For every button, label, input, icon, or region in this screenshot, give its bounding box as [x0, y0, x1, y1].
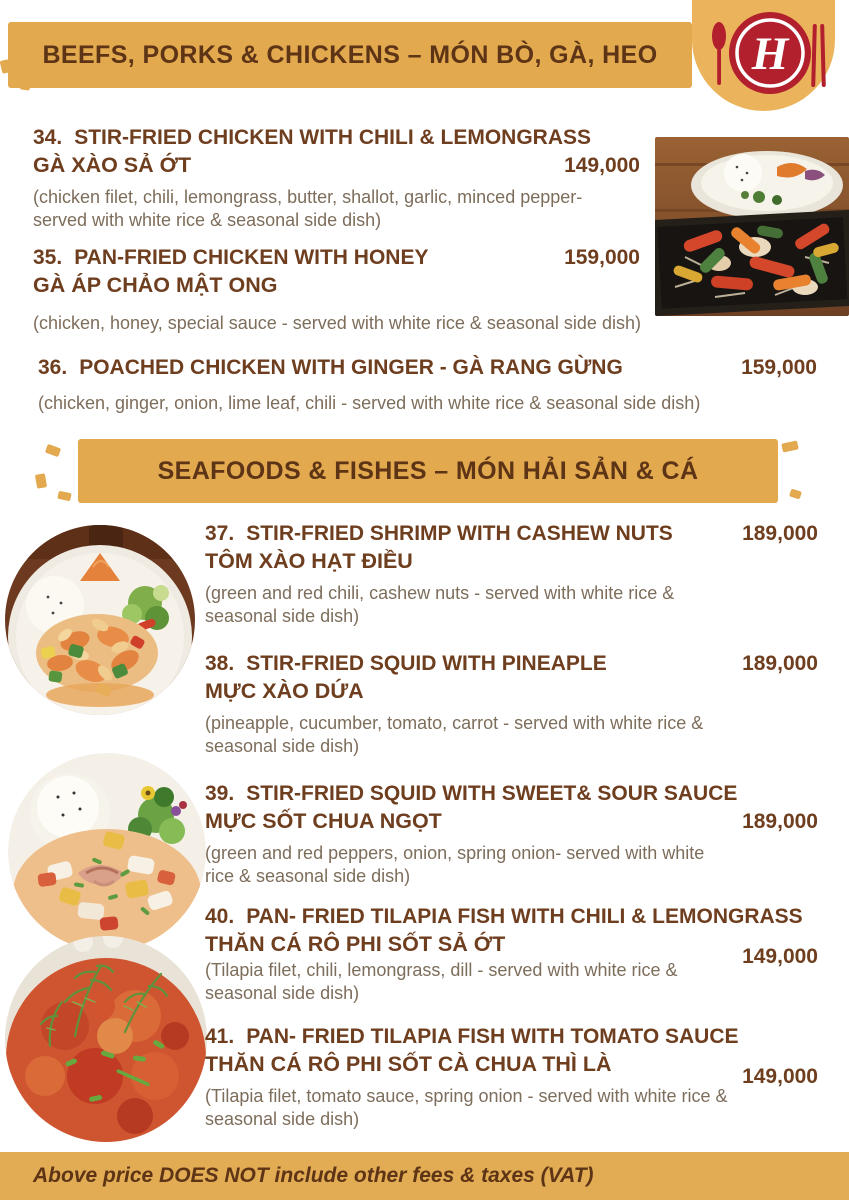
description-line: (chicken, ginger, onion, lime leaf, chili - served with white rice & seasonal side dish) [38, 393, 701, 413]
item-name-vi: GÀ XÀO SẢ ỚT [33, 153, 192, 177]
item-name-en [205, 1025, 739, 1049]
item-name-en [205, 522, 673, 546]
section-banner-meats [8, 22, 692, 88]
item-number: 36. [38, 356, 68, 379]
menu-item [205, 905, 818, 1005]
brush-speck [781, 440, 799, 452]
brush-speck [45, 444, 61, 457]
restaurant-logo [692, 0, 835, 111]
item-price: 149,000 [742, 945, 818, 968]
item-name-vi: TÔM XÀO HẠT ĐIỀU [205, 549, 413, 573]
description-line: (chicken filet, chili, lemongrass, butter, shallot, garlic, minced pepper- [33, 187, 583, 207]
brush-speck [35, 473, 47, 489]
description-line: rice & seasonal side dish) [205, 866, 411, 886]
item-name-text: STIR-FRIED SQUID WITH PINEAPLE [246, 652, 607, 675]
description-line: seasonal side dish) [205, 983, 360, 1003]
item-price: 159,000 [564, 246, 640, 269]
item-description [38, 392, 817, 415]
item-name-text: STIR-FRIED SHRIMP WITH CASHEW NUTS [246, 522, 673, 545]
section-title-meats: BEEFS, PORKS & CHICKENS – MÓN BÒ, GÀ, HEO [42, 40, 658, 69]
brush-speck [789, 488, 802, 499]
description-line: (chicken, honey, special sauce - served with white rice & seasonal side dish) [33, 313, 641, 333]
item-description [205, 1085, 818, 1131]
item-description [205, 842, 818, 888]
menu-item [205, 1025, 818, 1131]
item-name-text: POACHED CHICKEN WITH GINGER - GÀ RANG GỪNG [79, 356, 623, 379]
section-title-seafood: SEAFOODS & FISHES – MÓN HẢI SẢN & CÁ [157, 456, 699, 485]
item-price: 159,000 [741, 356, 817, 379]
item-name-text: PAN- FRIED TILAPIA FISH WITH TOMATO SAUCE [246, 1025, 739, 1048]
menu-item [38, 356, 817, 415]
item-number: 40. [205, 905, 235, 928]
menu-item [33, 246, 640, 335]
brush-speck [57, 491, 71, 502]
description-line: (Tilapia filet, tomato sauce, spring onion - served with white rice & [205, 1086, 728, 1106]
description-line: seasonal side dish) [205, 1109, 360, 1129]
item-name-vi: THĂN CÁ RÔ PHI SỐT SẢ ỚT [205, 932, 506, 956]
chopsticks-icon [811, 24, 826, 87]
logo-monogram [729, 12, 811, 94]
item-description [205, 712, 818, 758]
vat-disclaimer-text: Above price DOES NOT include other fees & taxes (VAT) [33, 1164, 594, 1187]
section-banner-seafood [78, 439, 778, 503]
item-name-en [33, 246, 428, 270]
item-name-text: STIR-FRIED SQUID WITH SWEET& SOUR SAUCE [246, 782, 738, 805]
item-price: 189,000 [742, 522, 818, 545]
vat-disclaimer [0, 1152, 849, 1200]
item-description [205, 582, 818, 628]
item-number: 35. [33, 246, 63, 269]
description-line: (Tilapia filet, chili, lemongrass, dill - served with white rice & [205, 960, 678, 980]
item-number: 37. [205, 522, 235, 545]
item-number: 41. [205, 1025, 235, 1048]
item-name-vi: GÀ ÁP CHẢO MẬT ONG [33, 273, 278, 297]
item-price: 149,000 [564, 154, 640, 177]
menu-item [205, 782, 818, 888]
photo-stirfried-chicken [655, 137, 849, 316]
item-name-text: PAN-FRIED CHICKEN WITH HONEY [74, 246, 429, 269]
description-line: seasonal side dish) [205, 606, 360, 626]
item-description [205, 959, 818, 1005]
spoon-icon [712, 22, 726, 85]
photo-squid-pineapple [8, 753, 206, 951]
description-line: (green and red peppers, onion, spring onion- served with white [205, 843, 705, 863]
photo-shrimp-cashew [5, 525, 195, 715]
item-name-en [205, 905, 803, 929]
description-line: (pineapple, cucumber, tomato, carrot - served with white rice & [205, 713, 704, 733]
item-name-text: STIR-FRIED CHICKEN WITH CHILI & LEMONGRASS [74, 126, 592, 149]
item-description [33, 312, 640, 335]
description-line: (green and red chili, cashew nuts - served with white rice & [205, 583, 675, 603]
item-number: 34. [33, 126, 63, 149]
menu-item [205, 522, 818, 628]
svg-text:H: H [751, 28, 789, 80]
item-name-vi: MỰC XÀO DỨA [205, 679, 364, 703]
photo-tilapia-tomato [5, 936, 207, 1142]
item-name-en [33, 126, 591, 150]
menu-item [33, 126, 640, 232]
description-line: seasonal side dish) [205, 736, 360, 756]
item-name-en [205, 652, 607, 676]
description-line: served with white rice & seasonal side dish) [33, 210, 382, 230]
item-name-vi: THĂN CÁ RÔ PHI SỐT CÀ CHUA THÌ LÀ [205, 1052, 612, 1076]
item-name-en [38, 356, 623, 380]
brush-speck [20, 83, 31, 90]
item-name-en [205, 782, 737, 806]
item-name-vi: MỰC SỐT CHUA NGỌT [205, 809, 442, 833]
item-number: 38. [205, 652, 235, 675]
menu-item [205, 652, 818, 758]
item-name-text: PAN- FRIED TILAPIA FISH WITH CHILI & LEMONGRASS [246, 905, 803, 928]
item-number: 39. [205, 782, 235, 805]
item-price: 189,000 [742, 810, 818, 833]
item-price: 149,000 [742, 1065, 818, 1088]
item-price: 189,000 [742, 652, 818, 675]
item-description [33, 186, 640, 232]
